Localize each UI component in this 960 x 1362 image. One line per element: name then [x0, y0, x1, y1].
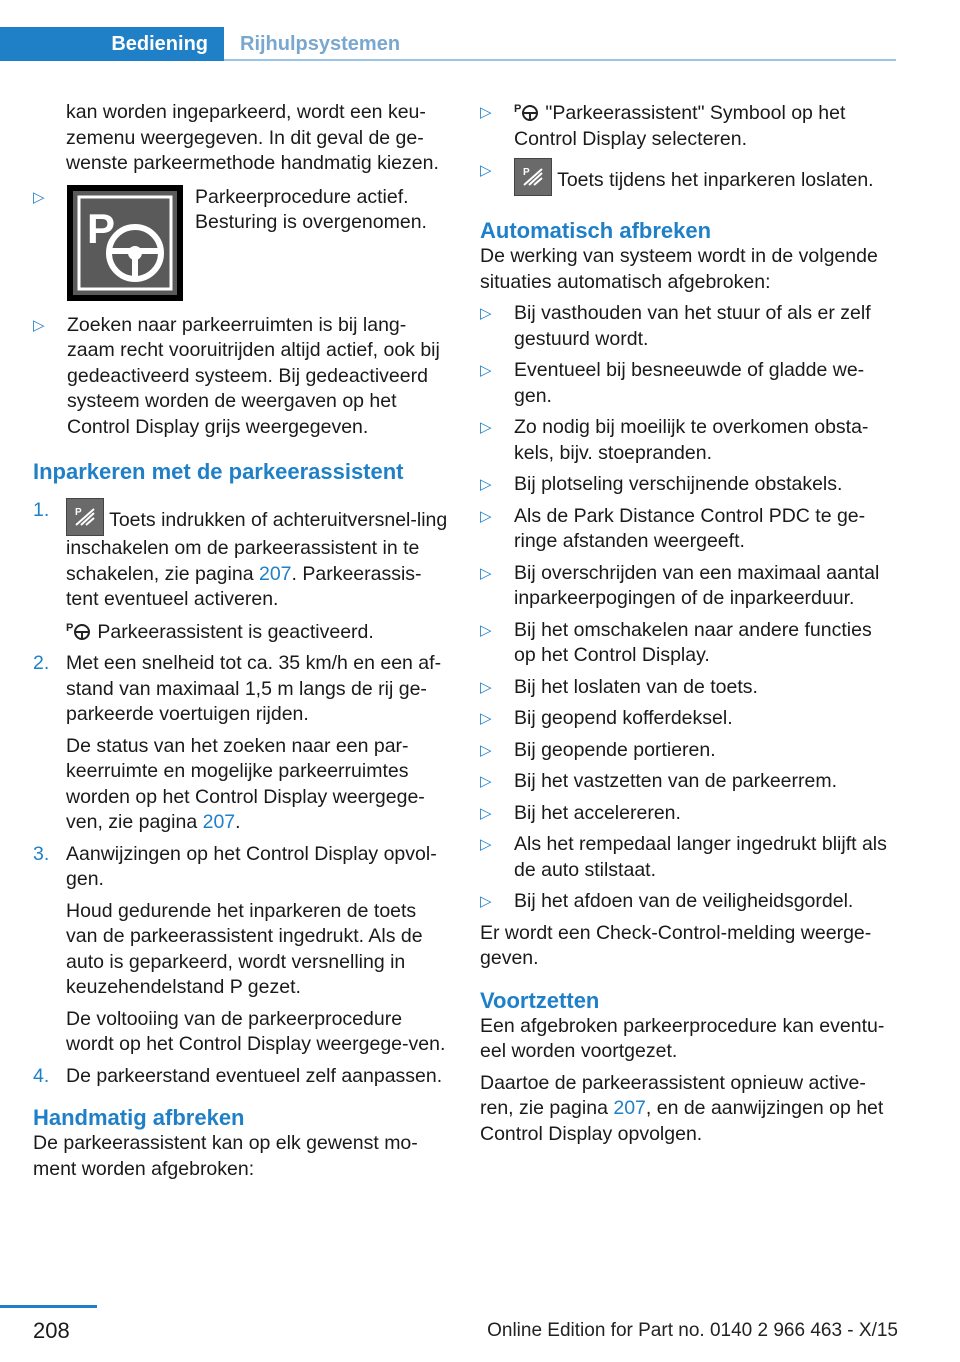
step-number: 4.: [33, 1064, 50, 1087]
auto-abort-item-text: Bij het loslaten van de toets.: [514, 675, 758, 698]
auto-abort-item: [480, 358, 898, 409]
heading-handmatig: Handmatig afbreken: [33, 1105, 245, 1130]
left-column: [33, 100, 451, 1188]
tab-rijhulpsystemen[interactable]: [240, 27, 400, 61]
check-control-text: Er wordt een Check-Control-melding weerge-geven.: [480, 921, 872, 969]
bullet-marker: ▷: [480, 419, 492, 436]
page-number: 208: [33, 1318, 70, 1343]
park-assist-symbol-icon: [514, 100, 540, 122]
auto-abort-item-text: Bij het omschakelen naar andere functies op het Control Display.: [514, 618, 872, 666]
tab-bediening-label: Bediening: [111, 32, 208, 55]
step-4-text: De parkeerstand eventueel zelf aanpassen.: [66, 1064, 443, 1087]
auto-abort-item: [480, 301, 898, 352]
handmatig-text: De parkeerassistent kan op elk gewenst mo-ment worden afgebroken:: [33, 1132, 418, 1180]
step-number: 1.: [33, 499, 50, 521]
auto-abort-item: [480, 675, 898, 701]
bullet-release-button: [480, 158, 898, 196]
svg-text:P: P: [514, 103, 522, 115]
parking-steering-icon: [67, 185, 183, 301]
auto-abort-item-text: Bij geopend kofferdeksel.: [514, 707, 733, 729]
bullet-marker: ▷: [480, 710, 492, 727]
svg-text:P: P: [75, 507, 82, 518]
voortzetten-text-2b: , en de aanwijzingen op het Control Display opvolgen.: [480, 1097, 884, 1145]
heading-voortzetten: Voortzetten: [480, 987, 600, 1013]
step-1-sub-text: Parkeerassistent is geactiveerd.: [92, 620, 374, 643]
auto-abort-item: [480, 801, 898, 827]
bullet-marker: ▷: [480, 564, 492, 582]
auto-abort-item-text: Bij plotseling verschijnende obstakels.: [514, 473, 843, 495]
step-2-text: Met een snelheid tot ca. 35 km/h en een af-stand van maximaal 1,5 m langs de rij ge-parkeerde voertuigen rijden.: [66, 652, 442, 725]
step-2: [33, 651, 451, 728]
svg-text:P: P: [87, 204, 116, 252]
footer-rule: [0, 1305, 97, 1308]
auto-abort-item: [480, 769, 898, 795]
step-3-text: Aanwijzingen op het Control Display opvol-gen.: [66, 842, 437, 890]
tab-underline: [224, 59, 896, 61]
search-spaces-text: Zoeken naar parkeerruimten is bij lang-zaam recht vooruitrijden altijd actief, ook bij gedeactiveerd systeem. Bij gedeactiveerd systeem worden de weergaven op het Control Display grijs weergegeven.: [67, 313, 440, 438]
bullet-marker: ▷: [33, 316, 45, 334]
svg-text:P: P: [66, 621, 74, 634]
bullet-marker: ▷: [480, 104, 492, 121]
svg-text:P: P: [523, 167, 530, 178]
bullet-marker: ▷: [480, 741, 492, 759]
bullet-marker: ▷: [480, 836, 492, 853]
select-symbol-text: "Parkeerassistent" Symbool op het Control Display selecteren.: [514, 102, 846, 150]
step-3: [33, 842, 451, 893]
auto-abort-item-text: Bij vasthouden van het stuur of als er zelf gestuurd wordt.: [514, 302, 871, 350]
bullet-marker: ▷: [480, 621, 492, 639]
step-1: [33, 498, 451, 613]
step-number: 3.: [33, 842, 50, 865]
auto-abort-item: [480, 618, 898, 669]
voortzetten-text-1: Een afgebroken parkeerprocedure kan eventu-eel worden voortgezet.: [480, 1014, 885, 1062]
auto-abort-item: [480, 415, 898, 466]
release-button-text: Toets tijdens het inparkeren loslaten.: [552, 169, 874, 191]
auto-abort-item: [480, 504, 898, 555]
bullet-procedure-active: [33, 185, 451, 301]
step-number: 2.: [33, 652, 50, 674]
bullet-search-spaces: [33, 313, 451, 441]
heading-inparkeren: Inparkeren met de parkeerassistent: [33, 459, 404, 484]
bullet-marker: ▷: [480, 476, 492, 493]
auto-abort-item: [480, 561, 898, 612]
auto-abort-item-text: Bij het vastzetten van de parkeerrem.: [514, 770, 837, 792]
auto-abort-list: [480, 301, 898, 915]
bullet-select-symbol: [480, 100, 898, 152]
step-2-sub-end: .: [235, 811, 241, 833]
step-3-sub-1: Houd gedurende het inparkeren de toets van de parkeerassistent ingedrukt. Als de auto is geparkeerd, wordt versnelling in keuzehendelstand P gezet.: [66, 899, 423, 998]
voortzetten-text-2: [480, 1071, 898, 1148]
bullet-marker: ▷: [480, 804, 492, 822]
auto-abort-item-text: Als het rempedaal langer ingedrukt blijft als de auto stilstaat.: [514, 833, 887, 881]
tab-bediening[interactable]: [0, 27, 224, 61]
step-2-sub-text: De status van het zoeken naar een par-keerruimte en mogelijke parkeerruimtes worden op het Control Display weergege-ven, zie pagina: [66, 734, 425, 833]
right-column: [480, 100, 898, 1153]
procedure-active-text: Parkeerprocedure actief. Besturing is overgenomen.: [195, 185, 427, 233]
edition-text: Online Edition for Part no. 0140 2 966 463 - X/15: [487, 1320, 898, 1341]
step-1-sub: [66, 619, 451, 646]
auto-abort-item-text: Zo nodig bij moeilijk te overkomen obsta-kels, bijv. stoepranden.: [514, 416, 869, 464]
auto-abort-item-text: Bij het afdoen van de veiligheidsgordel.: [514, 890, 854, 912]
page-link-207[interactable]: 207: [258, 562, 292, 585]
auto-abort-item: [480, 832, 898, 883]
intro-paragraph: kan worden ingeparkeerd, wordt een keu-zemenu weergegeven. In dit geval de ge-wenste parkeermethode handmatig kiezen.: [66, 101, 439, 174]
bullet-marker: ▷: [480, 162, 492, 179]
page-link-207[interactable]: 207: [202, 811, 236, 833]
park-assist-button-icon: [514, 158, 552, 196]
page-link-207[interactable]: 207: [613, 1097, 646, 1119]
step-1-text-end: . Parkeerassis-tent eventueel activeren.: [66, 562, 422, 610]
auto-abort-item: [480, 706, 898, 732]
park-assist-button-icon: [66, 498, 104, 536]
step-3-sub-2: De voltooiing van de parkeerprocedure wordt op het Control Display weergege-ven.: [66, 1007, 446, 1055]
bullet-marker: ▷: [480, 507, 492, 525]
auto-abort-item-text: Bij overschrijden van een maximaal aantal inparkeerpogingen of de inparkeerduur.: [514, 561, 880, 609]
heading-automatisch: Automatisch afbreken: [480, 218, 712, 243]
auto-abort-item-text: Bij het accelereren.: [514, 801, 681, 824]
step-2-sub: [66, 734, 451, 836]
tab-rijhulpsystemen-label: Rijhulpsystemen: [240, 32, 401, 55]
auto-abort-item-text: Als de Park Distance Control PDC te ge-ringe afstanden weergeeft.: [514, 504, 866, 552]
auto-abort-item: [480, 889, 898, 915]
park-assist-symbol-icon: [66, 619, 92, 641]
header-tabbar: [0, 27, 896, 61]
auto-abort-item-text: Eventueel bij besneeuwde of gladde we-gen.: [514, 359, 865, 407]
voortzetten-text-2a: Daartoe de parkeerassistent opnieuw active-ren, zie pagina: [480, 1071, 866, 1119]
bullet-marker: ▷: [480, 893, 492, 910]
bullet-marker: ▷: [480, 773, 492, 790]
bullet-marker: ▷: [480, 362, 492, 379]
auto-abort-item-text: Bij geopende portieren.: [514, 738, 716, 761]
auto-intro: De werking van systeem wordt in de volgende situaties automatisch afgebroken:: [480, 245, 878, 293]
bullet-marker: ▷: [480, 678, 492, 696]
step-1-text: Toets indrukken of achteruitversnel-ling inschakelen om de parkeerassistent in te schakelen, zie pagina: [66, 509, 448, 585]
bullet-marker: ▷: [33, 188, 45, 206]
auto-abort-item: [480, 472, 898, 498]
auto-abort-item: [480, 738, 898, 764]
bullet-marker: ▷: [480, 305, 492, 322]
step-4: [33, 1064, 451, 1090]
